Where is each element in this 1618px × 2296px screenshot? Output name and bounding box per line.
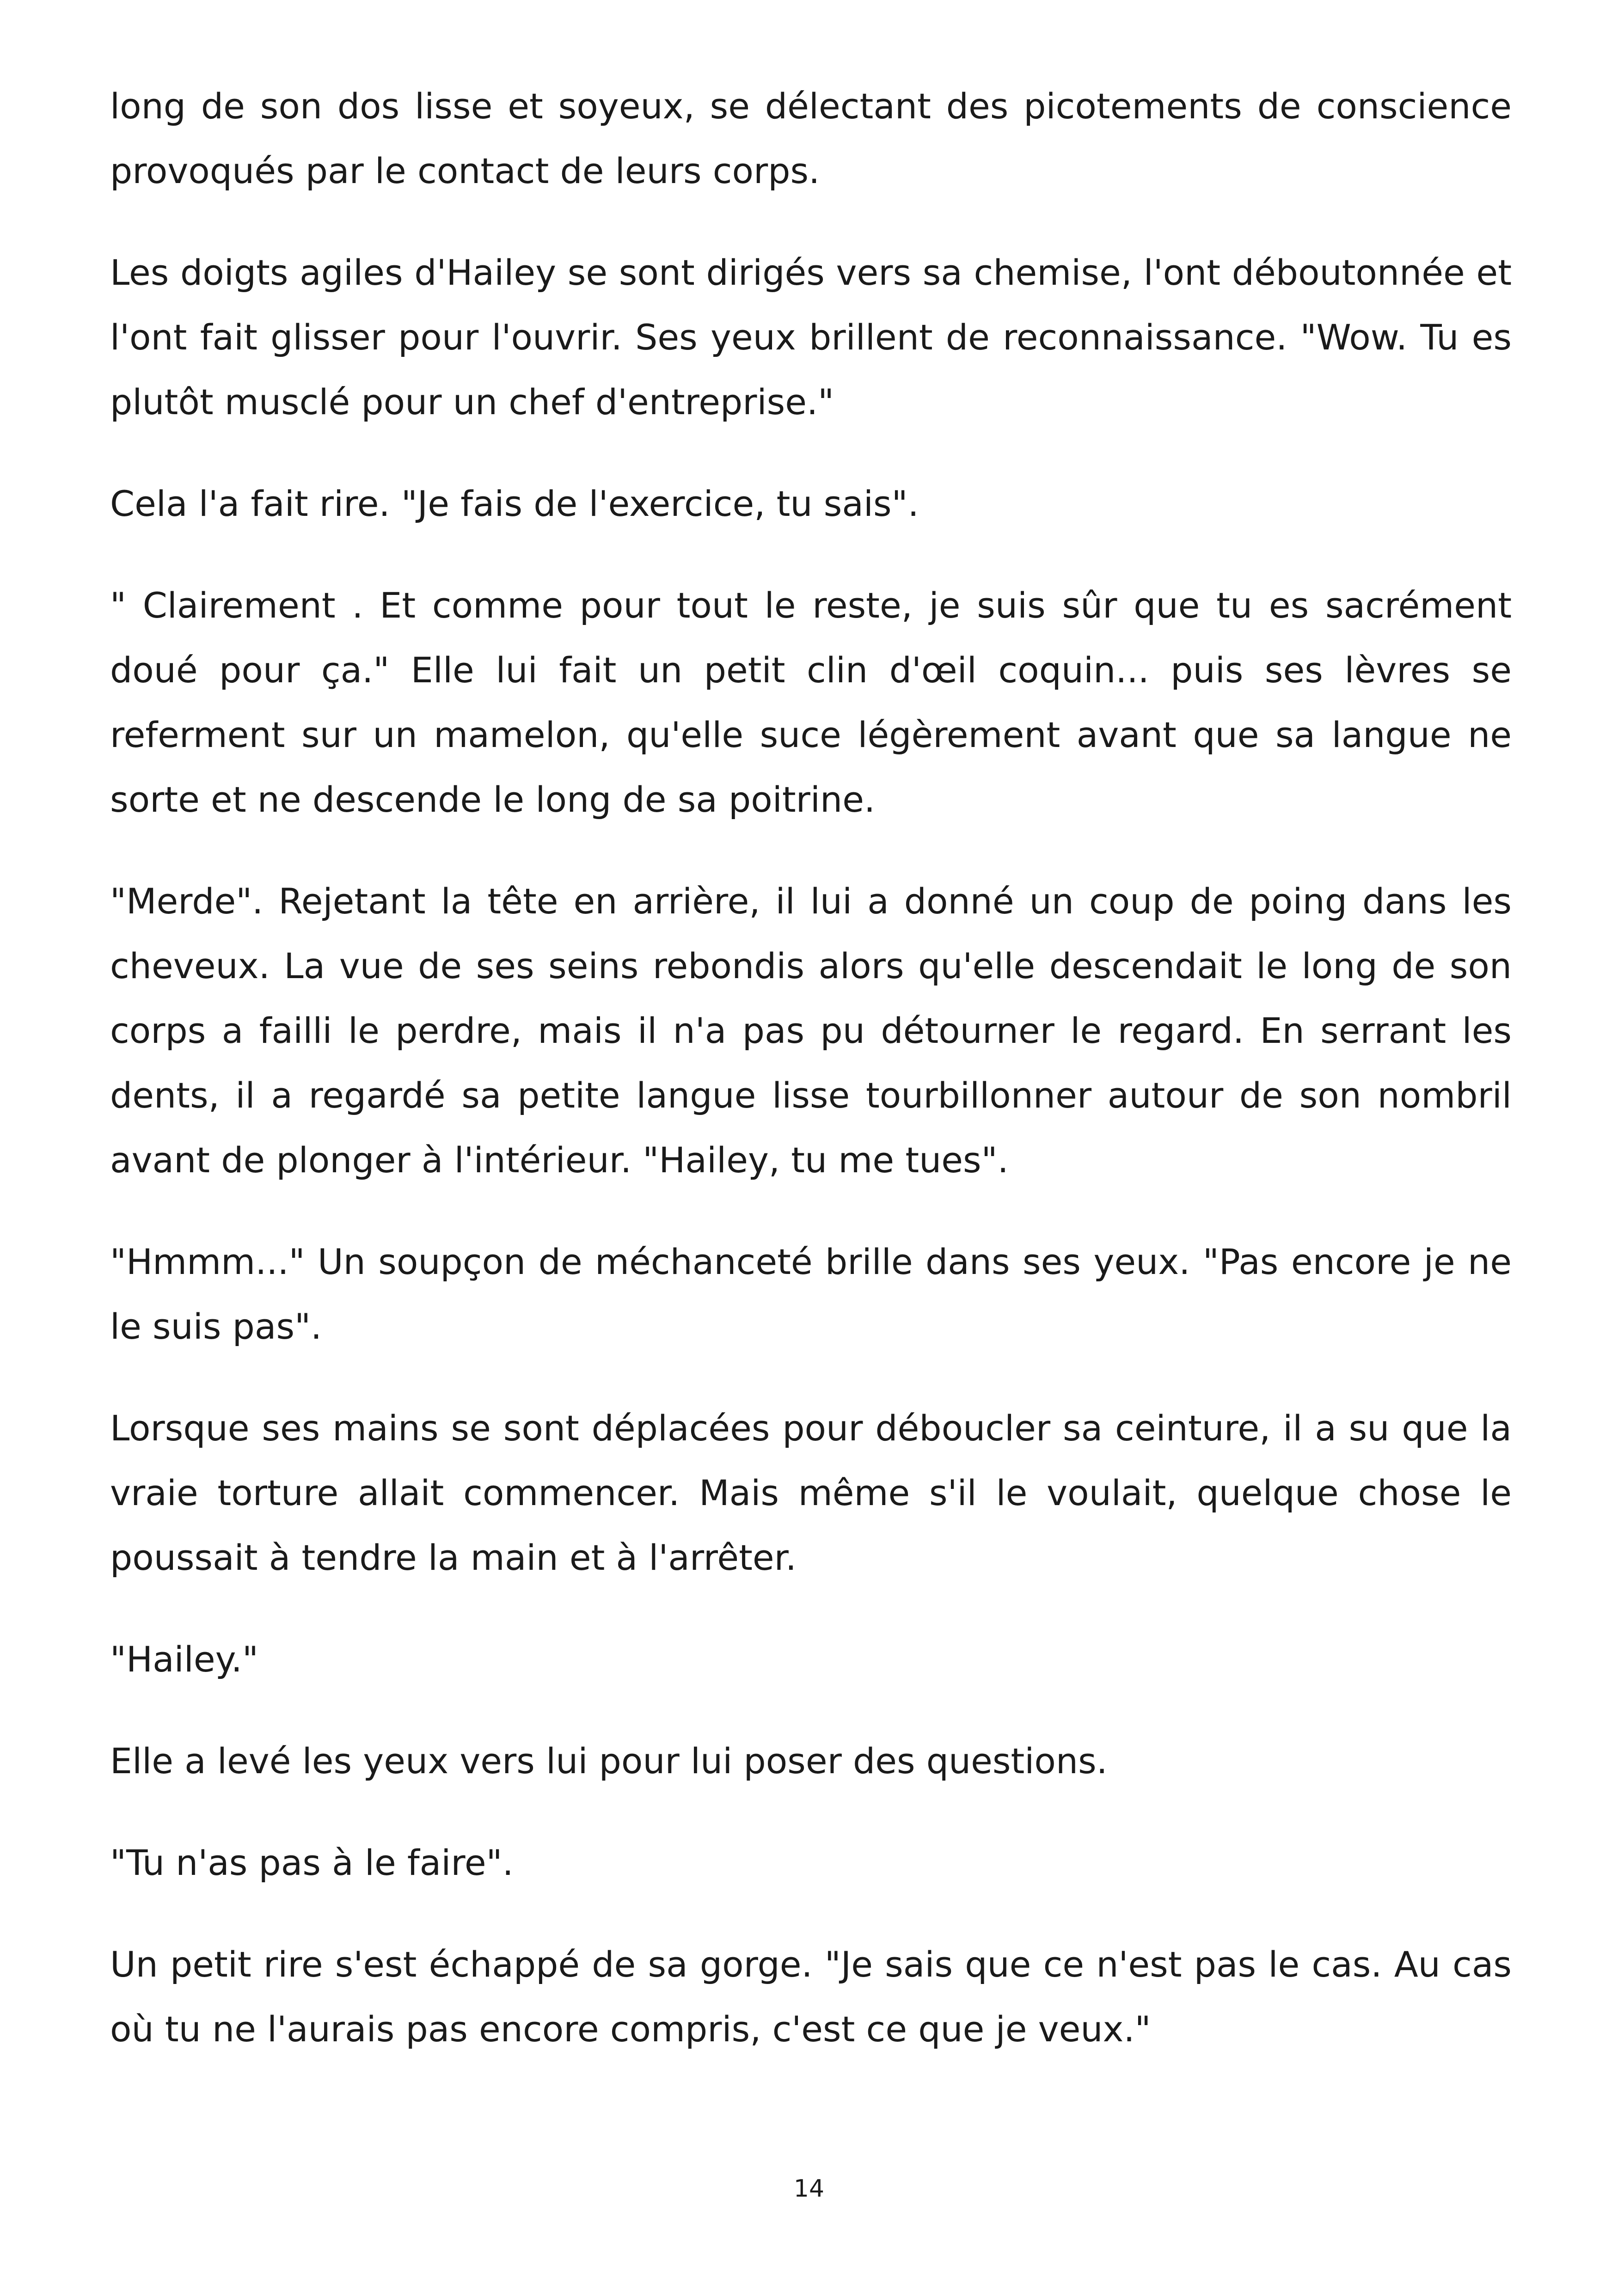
paragraph: "Tu n'as pas à le faire". [110, 1842, 514, 1883]
paragraph: Un petit rire s'est échappé de sa gorge. "Je sais que ce n'est pas le cas. Au cas où tu ne l'aurais pas encore compris, c'est ce que je veux." [110, 1944, 1512, 2050]
paragraph: Lorsque ses mains se sont déplacées pour déboucler sa ceinture, il a su que la vraie torture allait commencer. Mais même s'il le voulait, quelque chose le poussait à tendre la main et à l'arrêter. [110, 1408, 1512, 1578]
paragraph: "Hmmm..." Un soupçon de méchanceté brille dans ses yeux. "Pas encore je ne le suis pas". [110, 1241, 1512, 1347]
page-number: 14 [793, 2175, 825, 2203]
paragraph: Cela l'a fait rire. "Je fais de l'exercice, tu sais". [110, 483, 919, 524]
paragraph: " Clairement . Et comme pour tout le reste, je suis sûr que tu es sacrément doué pour ça." Elle lui fait un petit clin d'œil coquin... puis ses lèvres se referment sur un mamelon, qu'elle suce légèrement avant que sa langue ne sorte et ne descende le long de sa poitrine. [110, 585, 1512, 820]
paragraph: Les doigts agiles d'Hailey se sont dirigés vers sa chemise, l'ont déboutonnée et l'ont fait glisser pour l'ouvrir. Ses yeux brillent de reconnaissance. "Wow. Tu es plutôt musclé pour un chef d'entreprise." [110, 252, 1512, 422]
paragraph: "Hailey." [110, 1639, 258, 1680]
paragraph: long de son dos lisse et soyeux, se délectant des picotements de conscience provoqués par le contact de leurs corps. [110, 86, 1512, 191]
paragraph: "Merde". Rejetant la tête en arrière, il lui a donné un coup de poing dans les cheveux. La vue de ses seins rebondis alors qu'elle descendait le long de son corps a failli le perdre, mais il n'a pas pu détourner le regard. En serrant les dents, il a regardé sa petite langue lisse tourbillonner autour de son nombril avant de plonger à l'intérieur. "Hailey, tu me tues". [110, 881, 1512, 1181]
text-body [110, 74, 1512, 2099]
paragraph: Elle a levé les yeux vers lui pour lui poser des questions. [110, 1740, 1108, 1782]
